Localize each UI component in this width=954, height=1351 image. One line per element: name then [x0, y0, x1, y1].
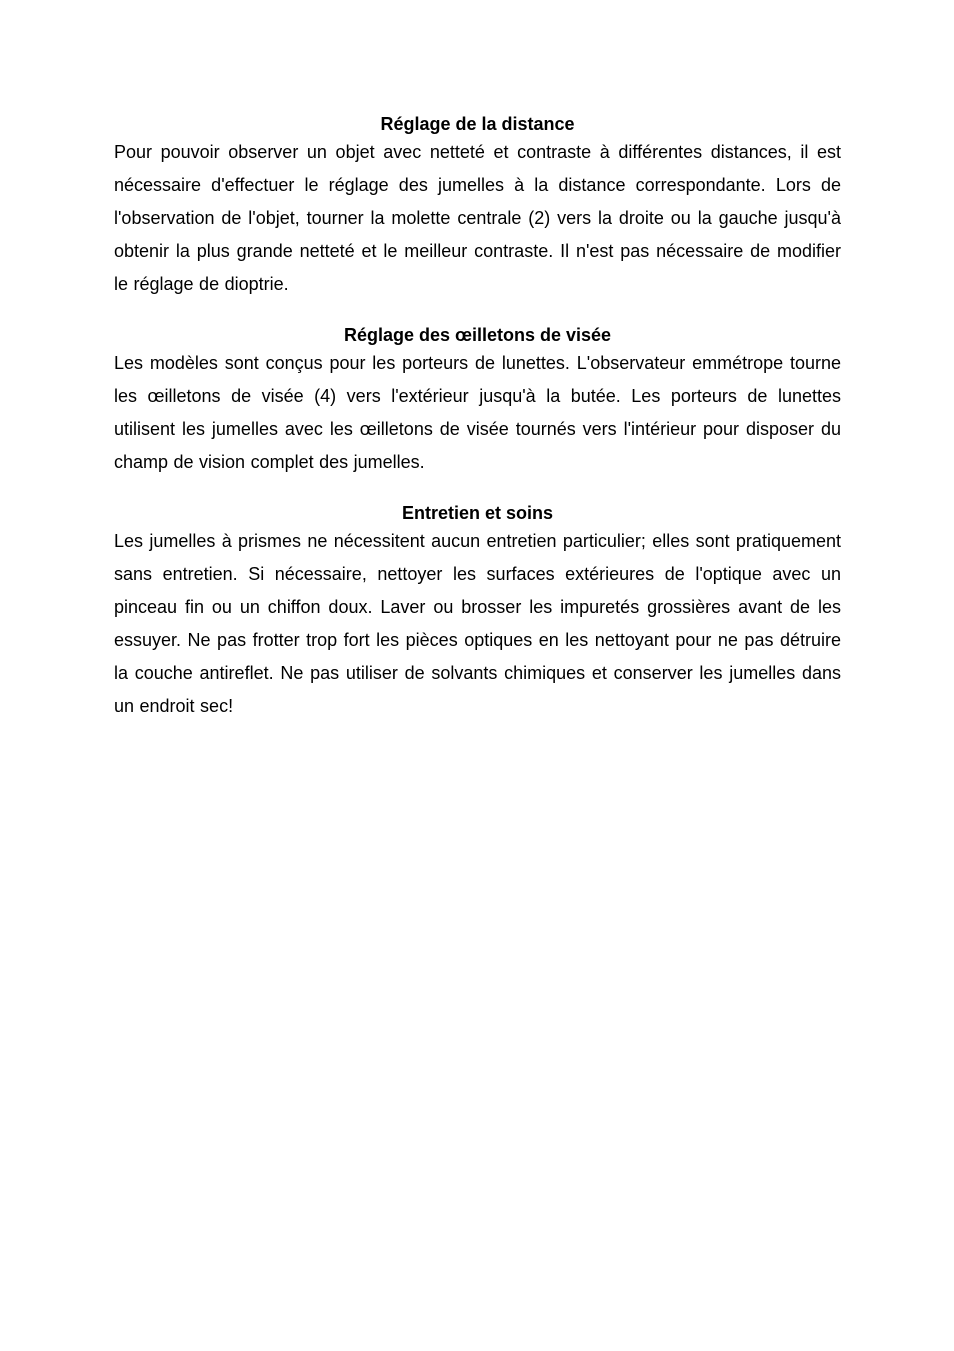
section-title: Réglage de la distance — [380, 114, 575, 134]
section-eyecup-adjustment — [114, 323, 841, 479]
section-body: Pour pouvoir observer un objet avec netteté et contraste à différentes distances, il est nécessaire d'effectuer le réglage des jumelles à la distance correspondante. Lors de l'observation de l'objet, tourner la molette centrale (2) vers la droite ou la gauche jusqu'à obtenir la plus grande netteté et le meilleur contraste. Il n'est pas nécessaire de modifier le réglage de dioptrie. — [114, 142, 841, 294]
section-body: Les modèles sont conçus pour les porteurs de lunettes. L'observateur emmétrope tourne les œilletons de visée (4) vers l'extérieur jusqu'à la butée. Les porteurs de lunettes utilisent les jumelles avec les œilletons de visée tournés vers l'intérieur pour disposer du champ de vision complet des jumelles. — [114, 353, 841, 472]
section-title: Réglage des œilletons de visée — [343, 325, 612, 345]
section-title: Entretien et soins — [401, 503, 554, 523]
section-distance-adjustment — [114, 112, 841, 301]
section-body: Les jumelles à prismes ne nécessitent aucun entretien particulier; elles sont pratiquement sans entretien. Si nécessaire, nettoyer les surfaces extérieures de l'optique avec un pinceau fin ou un chiffon doux. Laver ou brosser les impuretés grossières avant de les essuyer. Ne pas frotter trop fort les pièces optiques en les nettoyant pour ne pas détruire la couche antireflet. Ne pas utiliser de solvants chimiques et conserver les jumelles dans un endroit sec! — [114, 531, 841, 716]
section-maintenance — [114, 501, 841, 723]
document-content — [114, 112, 841, 745]
